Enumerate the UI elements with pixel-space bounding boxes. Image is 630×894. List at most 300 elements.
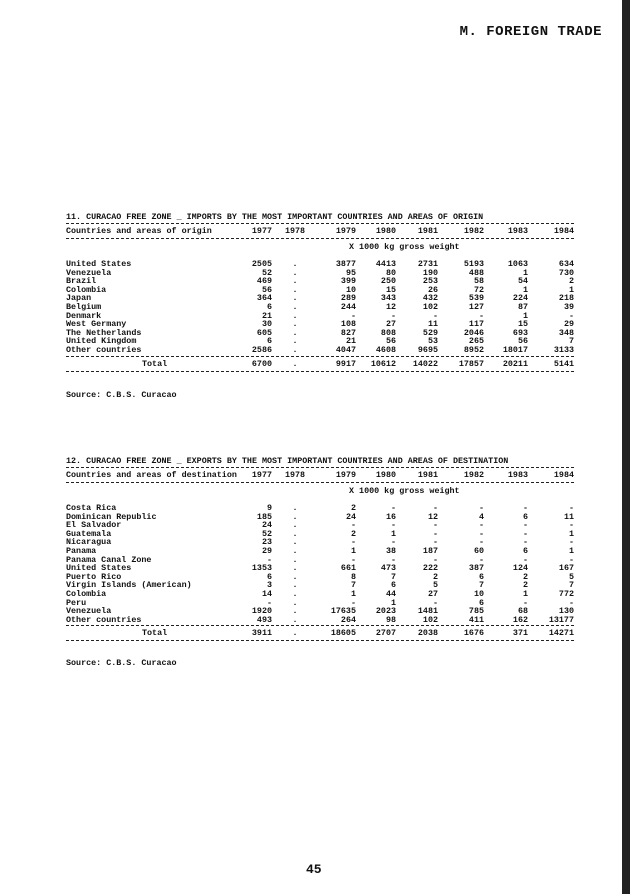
cell-value: 3911 bbox=[251, 628, 272, 639]
cell-value: 539 bbox=[468, 293, 484, 304]
rule bbox=[66, 238, 574, 239]
cell-value: 808 bbox=[380, 327, 396, 338]
cell-value: 371 bbox=[512, 628, 528, 639]
row-label: Colombia bbox=[66, 588, 107, 599]
cell-value: 2707 bbox=[375, 628, 396, 639]
cell-value: 1 bbox=[350, 545, 356, 556]
cell-value: 1 bbox=[390, 597, 396, 608]
cell-value: 9 bbox=[266, 503, 272, 513]
cell-value: . bbox=[292, 511, 298, 522]
cell-value: 10612 bbox=[370, 358, 396, 369]
cell-value: 58 bbox=[473, 276, 484, 287]
cell-value: 827 bbox=[340, 327, 356, 338]
row-label: Nicaragua bbox=[66, 537, 112, 548]
rule bbox=[66, 223, 574, 224]
cell-value: . bbox=[292, 606, 298, 617]
row-label: West Germany bbox=[66, 319, 127, 330]
cell-value: . bbox=[292, 310, 298, 321]
column-label: Countries and areas of destination bbox=[66, 470, 237, 480]
cell-value: 130 bbox=[558, 606, 574, 617]
cell-value: . bbox=[292, 597, 298, 608]
cell-value: 44 bbox=[385, 588, 396, 599]
row-label: Venezuela bbox=[66, 606, 112, 617]
row-label: Peru bbox=[66, 597, 87, 608]
cell-value: . bbox=[292, 267, 298, 278]
table-row bbox=[66, 286, 574, 295]
cell-value: 17857 bbox=[458, 358, 484, 369]
cell-value: 167 bbox=[558, 563, 574, 574]
cell-value: 1 bbox=[522, 588, 528, 599]
cell-value: 772 bbox=[558, 588, 574, 599]
cell-value: . bbox=[292, 520, 298, 531]
row-label: Puerto Rico bbox=[66, 571, 122, 582]
cell-value: - bbox=[432, 554, 438, 565]
cell-value: - bbox=[390, 537, 396, 548]
cell-value: . bbox=[292, 588, 298, 599]
cell-value: . bbox=[292, 344, 298, 355]
table-row bbox=[66, 320, 574, 329]
cell-value: 124 bbox=[512, 563, 528, 574]
cell-value: . bbox=[292, 259, 298, 269]
table-row bbox=[66, 616, 574, 625]
cell-value: 2731 bbox=[417, 259, 438, 269]
cell-value: - bbox=[522, 528, 528, 539]
cell-value: 1 bbox=[568, 545, 574, 556]
cell-value: - bbox=[522, 597, 528, 608]
cell-value: 15 bbox=[385, 284, 396, 295]
year-header: 1979 bbox=[335, 226, 356, 236]
cell-value: . bbox=[292, 628, 298, 639]
row-label: Venezuela bbox=[66, 267, 112, 278]
cell-value: 1 bbox=[522, 310, 528, 321]
row-label: Costa Rica bbox=[66, 503, 117, 513]
exports-source: Source: C.B.S. Curacao bbox=[66, 658, 177, 668]
cell-value: 250 bbox=[380, 276, 396, 287]
cell-value: 488 bbox=[468, 267, 484, 278]
year-header: 1981 bbox=[417, 470, 438, 480]
cell-value: 7 bbox=[568, 580, 574, 591]
table-row bbox=[66, 556, 574, 565]
row-label: Other countries bbox=[66, 344, 142, 355]
year-header: 1983 bbox=[507, 226, 528, 236]
total-row bbox=[66, 358, 574, 370]
cell-value: 7 bbox=[350, 580, 356, 591]
cell-value: 12 bbox=[385, 301, 396, 312]
column-label: Countries and areas of origin bbox=[66, 226, 212, 236]
cell-value: 399 bbox=[340, 276, 356, 287]
rule bbox=[66, 371, 574, 372]
cell-value: 2586 bbox=[251, 344, 272, 355]
cell-value: - bbox=[390, 554, 396, 565]
cell-value: 2023 bbox=[375, 606, 396, 617]
cell-value: 3133 bbox=[553, 344, 574, 355]
cell-value: 3877 bbox=[335, 259, 356, 269]
table-row bbox=[66, 269, 574, 278]
cell-value: 56 bbox=[261, 284, 272, 295]
cell-value: 21 bbox=[261, 310, 272, 321]
cell-value: 10 bbox=[473, 588, 484, 599]
cell-value: 1 bbox=[350, 588, 356, 599]
unit-label: X 1000 kg gross weight bbox=[349, 486, 460, 496]
cell-value: 1 bbox=[568, 528, 574, 539]
cell-value: - bbox=[522, 520, 528, 531]
cell-value: - bbox=[568, 503, 574, 513]
cell-value: . bbox=[292, 358, 298, 369]
row-label: Colombia bbox=[66, 284, 107, 295]
year-header: 1982 bbox=[463, 470, 484, 480]
cell-value: - bbox=[568, 554, 574, 565]
cell-value: 52 bbox=[261, 528, 272, 539]
cell-value: 2 bbox=[568, 276, 574, 287]
row-label: United States bbox=[66, 563, 132, 574]
cell-value: 18605 bbox=[330, 628, 356, 639]
table-row bbox=[66, 260, 574, 269]
year-header: 1978 bbox=[284, 226, 306, 236]
cell-value: 5141 bbox=[553, 358, 574, 369]
cell-value: - bbox=[522, 554, 528, 565]
table-title: 11. CURACAO FREE ZONE _ IMPORTS BY THE MOST IMPORTANT COUNTRIES AND AREAS OF ORIGIN bbox=[66, 212, 484, 222]
cell-value: 11 bbox=[563, 511, 574, 522]
scan-edge bbox=[622, 0, 630, 894]
cell-value: - bbox=[432, 528, 438, 539]
total-row bbox=[66, 627, 574, 639]
cell-value: 13177 bbox=[548, 614, 574, 625]
cell-value: - bbox=[522, 503, 528, 513]
cell-value: - bbox=[350, 310, 356, 321]
row-label: The Netherlands bbox=[66, 327, 142, 338]
cell-value: 730 bbox=[558, 267, 574, 278]
cell-value: 605 bbox=[256, 327, 272, 338]
cell-value: 387 bbox=[468, 563, 484, 574]
table-row bbox=[66, 513, 574, 522]
cell-value: 14 bbox=[261, 588, 272, 599]
cell-value: . bbox=[292, 293, 298, 304]
rule bbox=[66, 640, 574, 641]
row-label: Brazil bbox=[66, 276, 97, 287]
rule bbox=[66, 482, 574, 483]
cell-value: 2 bbox=[522, 580, 528, 591]
cell-value: 52 bbox=[261, 267, 272, 278]
cell-value: 2 bbox=[432, 571, 438, 582]
cell-value: 98 bbox=[385, 614, 396, 625]
year-header: 1983 bbox=[507, 470, 528, 480]
year-header: 1980 bbox=[375, 470, 396, 480]
cell-value: 20211 bbox=[502, 358, 528, 369]
cell-value: . bbox=[292, 336, 298, 347]
cell-value: 785 bbox=[468, 606, 484, 617]
cell-value: 253 bbox=[422, 276, 438, 287]
cell-value: 24 bbox=[261, 520, 272, 531]
cell-value: 4 bbox=[478, 511, 484, 522]
cell-value: 39 bbox=[563, 301, 574, 312]
cell-value: 1481 bbox=[417, 606, 438, 617]
row-label: United States bbox=[66, 259, 132, 269]
cell-value: 634 bbox=[558, 259, 574, 269]
cell-value: - bbox=[432, 597, 438, 608]
cell-value: . bbox=[292, 554, 298, 565]
year-header: 1984 bbox=[553, 470, 574, 480]
cell-value: 12 bbox=[427, 511, 438, 522]
imports-source: Source: C.B.S. Curacao bbox=[66, 390, 177, 400]
cell-value: - bbox=[568, 520, 574, 531]
cell-value: - bbox=[350, 520, 356, 531]
cell-value: 6 bbox=[478, 571, 484, 582]
cell-value: 218 bbox=[558, 293, 574, 304]
table-row bbox=[66, 521, 574, 530]
table-row bbox=[66, 590, 574, 599]
row-label: Total bbox=[142, 358, 168, 369]
cell-value: 102 bbox=[422, 614, 438, 625]
cell-value: . bbox=[292, 528, 298, 539]
row-label: United Kingdom bbox=[66, 336, 137, 347]
cell-value: 4608 bbox=[375, 344, 396, 355]
cell-value: 117 bbox=[468, 319, 484, 330]
row-label: Guatemala bbox=[66, 528, 112, 539]
cell-value: 14022 bbox=[412, 358, 438, 369]
cell-value: 56 bbox=[385, 336, 396, 347]
cell-value: 343 bbox=[380, 293, 396, 304]
cell-value: - bbox=[478, 528, 484, 539]
cell-value: 1 bbox=[390, 528, 396, 539]
year-header: 1977 bbox=[251, 226, 272, 236]
cell-value: 6 bbox=[266, 336, 272, 347]
cell-value: 16 bbox=[385, 511, 396, 522]
cell-value: . bbox=[292, 563, 298, 574]
table-row bbox=[66, 564, 574, 573]
cell-value: 9917 bbox=[335, 358, 356, 369]
cell-value: 2505 bbox=[251, 259, 272, 269]
cell-value: 8 bbox=[350, 571, 356, 582]
row-label: Total bbox=[142, 628, 168, 639]
cell-value: - bbox=[350, 554, 356, 565]
cell-value: 5193 bbox=[463, 259, 484, 269]
cell-value: 9695 bbox=[417, 344, 438, 355]
cell-value: 222 bbox=[422, 563, 438, 574]
cell-value: 1 bbox=[522, 284, 528, 295]
cell-value: 27 bbox=[385, 319, 396, 330]
cell-value: 693 bbox=[512, 327, 528, 338]
cell-value: 6 bbox=[266, 301, 272, 312]
imports-table bbox=[66, 212, 574, 373]
cell-value: - bbox=[266, 554, 272, 565]
cell-value: - bbox=[350, 597, 356, 608]
header-row bbox=[66, 469, 574, 481]
cell-value: 348 bbox=[558, 327, 574, 338]
cell-value: 3 bbox=[266, 580, 272, 591]
cell-value: . bbox=[292, 301, 298, 312]
cell-value: 6700 bbox=[251, 358, 272, 369]
table-row bbox=[66, 329, 574, 338]
table-row bbox=[66, 312, 574, 321]
cell-value: . bbox=[292, 276, 298, 287]
cell-value: 87 bbox=[517, 301, 528, 312]
cell-value: 185 bbox=[256, 511, 272, 522]
cell-value: . bbox=[292, 614, 298, 625]
cell-value: - bbox=[568, 597, 574, 608]
row-label: Japan bbox=[66, 293, 92, 304]
cell-value: 264 bbox=[340, 614, 356, 625]
cell-value: 493 bbox=[256, 614, 272, 625]
row-label: Denmark bbox=[66, 310, 102, 321]
table-row bbox=[66, 538, 574, 547]
cell-value: 6 bbox=[478, 597, 484, 608]
cell-value: - bbox=[266, 597, 272, 608]
cell-value: 27 bbox=[427, 588, 438, 599]
table-row bbox=[66, 607, 574, 616]
cell-value: 6 bbox=[266, 571, 272, 582]
cell-value: 53 bbox=[427, 336, 438, 347]
cell-value: 6 bbox=[522, 545, 528, 556]
table-row bbox=[66, 277, 574, 286]
cell-value: 10 bbox=[345, 284, 356, 295]
cell-value: - bbox=[478, 503, 484, 513]
cell-value: 17635 bbox=[330, 606, 356, 617]
cell-value: - bbox=[350, 537, 356, 548]
cell-value: 23 bbox=[261, 537, 272, 548]
cell-value: 162 bbox=[512, 614, 528, 625]
row-label: Other countries bbox=[66, 614, 142, 625]
exports-table bbox=[66, 456, 574, 642]
cell-value: 72 bbox=[473, 284, 484, 295]
row-label: Panama Canal Zone bbox=[66, 554, 152, 565]
cell-value: - bbox=[568, 537, 574, 548]
cell-value: 2046 bbox=[463, 327, 484, 338]
cell-value: 1676 bbox=[463, 628, 484, 639]
row-label: Panama bbox=[66, 545, 97, 556]
cell-value: - bbox=[432, 503, 438, 513]
header-row bbox=[66, 225, 574, 237]
table-row bbox=[66, 303, 574, 312]
cell-value: 18017 bbox=[502, 344, 528, 355]
section-header: M. FOREIGN TRADE bbox=[459, 24, 602, 40]
year-header: 1979 bbox=[335, 470, 356, 480]
row-label: El Salvador bbox=[66, 520, 122, 531]
cell-value: 473 bbox=[380, 563, 396, 574]
cell-value: 4047 bbox=[335, 344, 356, 355]
cell-value: 7 bbox=[390, 571, 396, 582]
year-header: 1978 bbox=[284, 470, 306, 480]
cell-value: 432 bbox=[422, 293, 438, 304]
rule bbox=[66, 625, 574, 626]
cell-value: 2 bbox=[350, 528, 356, 539]
cell-value: - bbox=[390, 503, 396, 513]
rule bbox=[66, 467, 574, 468]
cell-value: 127 bbox=[468, 301, 484, 312]
cell-value: - bbox=[432, 310, 438, 321]
cell-value: 1063 bbox=[507, 259, 528, 269]
cell-value: - bbox=[522, 537, 528, 548]
cell-value: 80 bbox=[385, 267, 396, 278]
cell-value: 1353 bbox=[251, 563, 272, 574]
cell-value: 102 bbox=[422, 301, 438, 312]
cell-value: 11 bbox=[427, 319, 438, 330]
cell-value: 244 bbox=[340, 301, 356, 312]
cell-value: 14271 bbox=[548, 628, 574, 639]
cell-value: - bbox=[390, 520, 396, 531]
cell-value: 5 bbox=[432, 580, 438, 591]
cell-value: - bbox=[478, 554, 484, 565]
table-row bbox=[66, 294, 574, 303]
year-header: 1980 bbox=[375, 226, 396, 236]
cell-value: - bbox=[432, 520, 438, 531]
cell-value: 15 bbox=[517, 319, 528, 330]
table-row bbox=[66, 346, 574, 355]
cell-value: 29 bbox=[563, 319, 574, 330]
cell-value: 6 bbox=[522, 511, 528, 522]
cell-value: - bbox=[568, 310, 574, 321]
cell-value: - bbox=[390, 310, 396, 321]
cell-value: - bbox=[478, 520, 484, 531]
cell-value: 5 bbox=[568, 571, 574, 582]
cell-value: 108 bbox=[340, 319, 356, 330]
cell-value: . bbox=[292, 571, 298, 582]
cell-value: . bbox=[292, 537, 298, 548]
row-label: Virgin Islands (American) bbox=[66, 580, 192, 591]
row-label: Belgium bbox=[66, 301, 102, 312]
table-row bbox=[66, 599, 574, 608]
cell-value: 7 bbox=[568, 336, 574, 347]
unit-label: X 1000 kg gross weight bbox=[349, 242, 460, 252]
cell-value: 1 bbox=[522, 267, 528, 278]
cell-value: 190 bbox=[422, 267, 438, 278]
cell-value: . bbox=[292, 545, 298, 556]
cell-value: 265 bbox=[468, 336, 484, 347]
cell-value: 30 bbox=[261, 319, 272, 330]
cell-value: . bbox=[292, 580, 298, 591]
cell-value: 21 bbox=[345, 336, 356, 347]
cell-value: . bbox=[292, 503, 298, 513]
cell-value: 529 bbox=[422, 327, 438, 338]
cell-value: 187 bbox=[422, 545, 438, 556]
cell-value: 54 bbox=[517, 276, 528, 287]
cell-value: 24 bbox=[345, 511, 356, 522]
cell-value: 364 bbox=[256, 293, 272, 304]
cell-value: 56 bbox=[517, 336, 528, 347]
cell-value: - bbox=[432, 537, 438, 548]
cell-value: 26 bbox=[427, 284, 438, 295]
cell-value: 224 bbox=[512, 293, 528, 304]
cell-value: 29 bbox=[261, 545, 272, 556]
row-label: Dominican Republic bbox=[66, 511, 157, 522]
table-row bbox=[66, 337, 574, 346]
cell-value: 4413 bbox=[375, 259, 396, 269]
cell-value: 2 bbox=[522, 571, 528, 582]
cell-value: 60 bbox=[473, 545, 484, 556]
table-row bbox=[66, 530, 574, 539]
cell-value: 469 bbox=[256, 276, 272, 287]
cell-value: 2038 bbox=[417, 628, 438, 639]
cell-value: . bbox=[292, 284, 298, 295]
cell-value: . bbox=[292, 327, 298, 338]
cell-value: - bbox=[478, 537, 484, 548]
year-header: 1984 bbox=[553, 226, 574, 236]
table-row bbox=[66, 581, 574, 590]
cell-value: 38 bbox=[385, 545, 396, 556]
cell-value: 1 bbox=[568, 284, 574, 295]
rule bbox=[66, 356, 574, 357]
table-title: 12. CURACAO FREE ZONE _ EXPORTS BY THE MOST IMPORTANT COUNTRIES AND AREAS OF DESTINATION bbox=[66, 456, 509, 466]
cell-value: 289 bbox=[340, 293, 356, 304]
year-header: 1977 bbox=[251, 470, 272, 480]
cell-value: . bbox=[292, 319, 298, 330]
cell-value: 6 bbox=[390, 580, 396, 591]
page-number: 45 bbox=[306, 862, 322, 877]
cell-value: 8952 bbox=[463, 344, 484, 355]
cell-value: 95 bbox=[345, 267, 356, 278]
year-header: 1982 bbox=[463, 226, 484, 236]
year-header: 1981 bbox=[417, 226, 438, 236]
cell-value: 661 bbox=[340, 563, 356, 574]
